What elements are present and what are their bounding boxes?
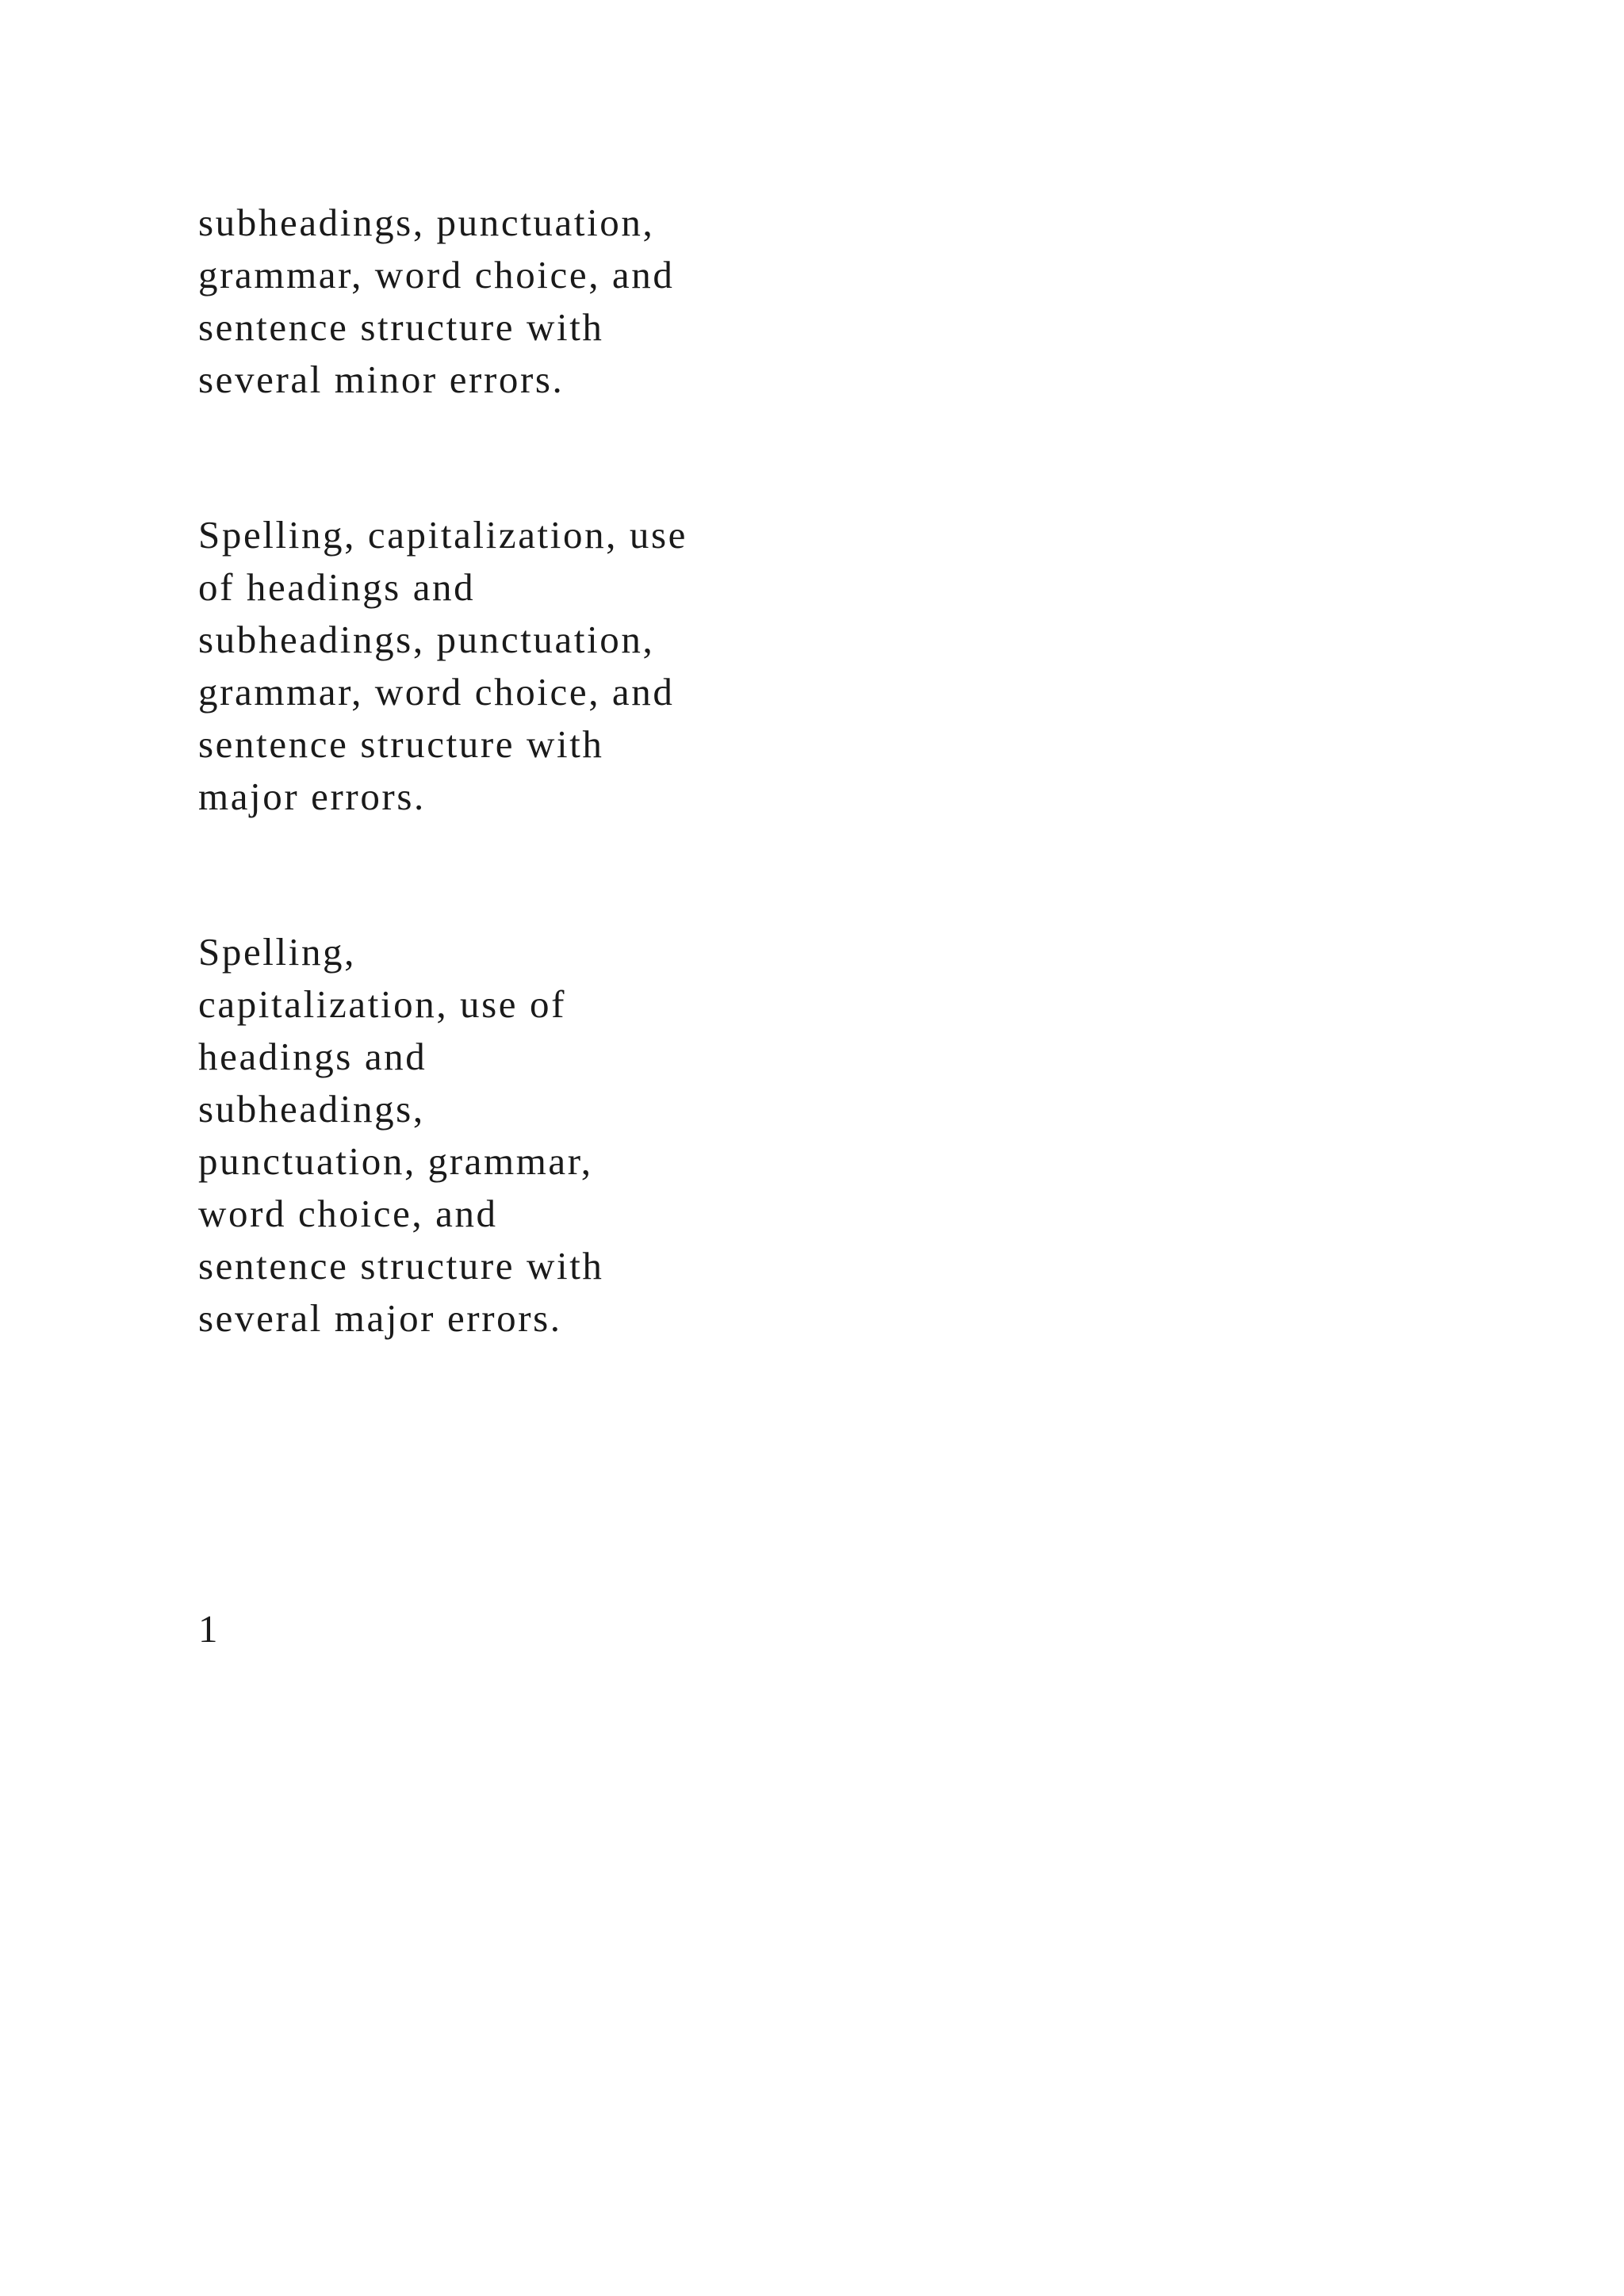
text-line: punctuation, grammar, xyxy=(198,1139,593,1183)
text-line: of headings and xyxy=(198,565,476,609)
text-line: word choice, and xyxy=(198,1192,498,1235)
text-line: sentence structure with xyxy=(198,305,604,349)
text-line: several minor errors. xyxy=(198,358,565,401)
text-line: several major errors. xyxy=(198,1296,562,1340)
text-line: subheadings, punctuation, xyxy=(198,201,655,244)
text-line: sentence structure with xyxy=(198,722,604,766)
rubric-paragraph-several-major-errors xyxy=(198,926,912,1345)
text-line: Spelling, xyxy=(198,930,356,974)
text-line: grammar, word choice, and xyxy=(198,670,675,714)
text-line: Spelling, capitalization, use xyxy=(198,513,688,557)
rubric-paragraph-major-errors xyxy=(198,509,912,823)
text-line: subheadings, xyxy=(198,1087,425,1131)
text-line: headings and xyxy=(198,1035,427,1078)
rubric-paragraph-minor-errors xyxy=(198,197,912,406)
text-line: grammar, word choice, and xyxy=(198,253,675,297)
text-line: subheadings, punctuation, xyxy=(198,618,655,661)
text-line: sentence structure with xyxy=(198,1244,604,1288)
text-line: capitalization, use of xyxy=(198,982,567,1026)
page-number: 1 xyxy=(198,1607,220,1651)
text-line: major errors. xyxy=(198,775,426,818)
page-number-block xyxy=(198,1603,912,1655)
